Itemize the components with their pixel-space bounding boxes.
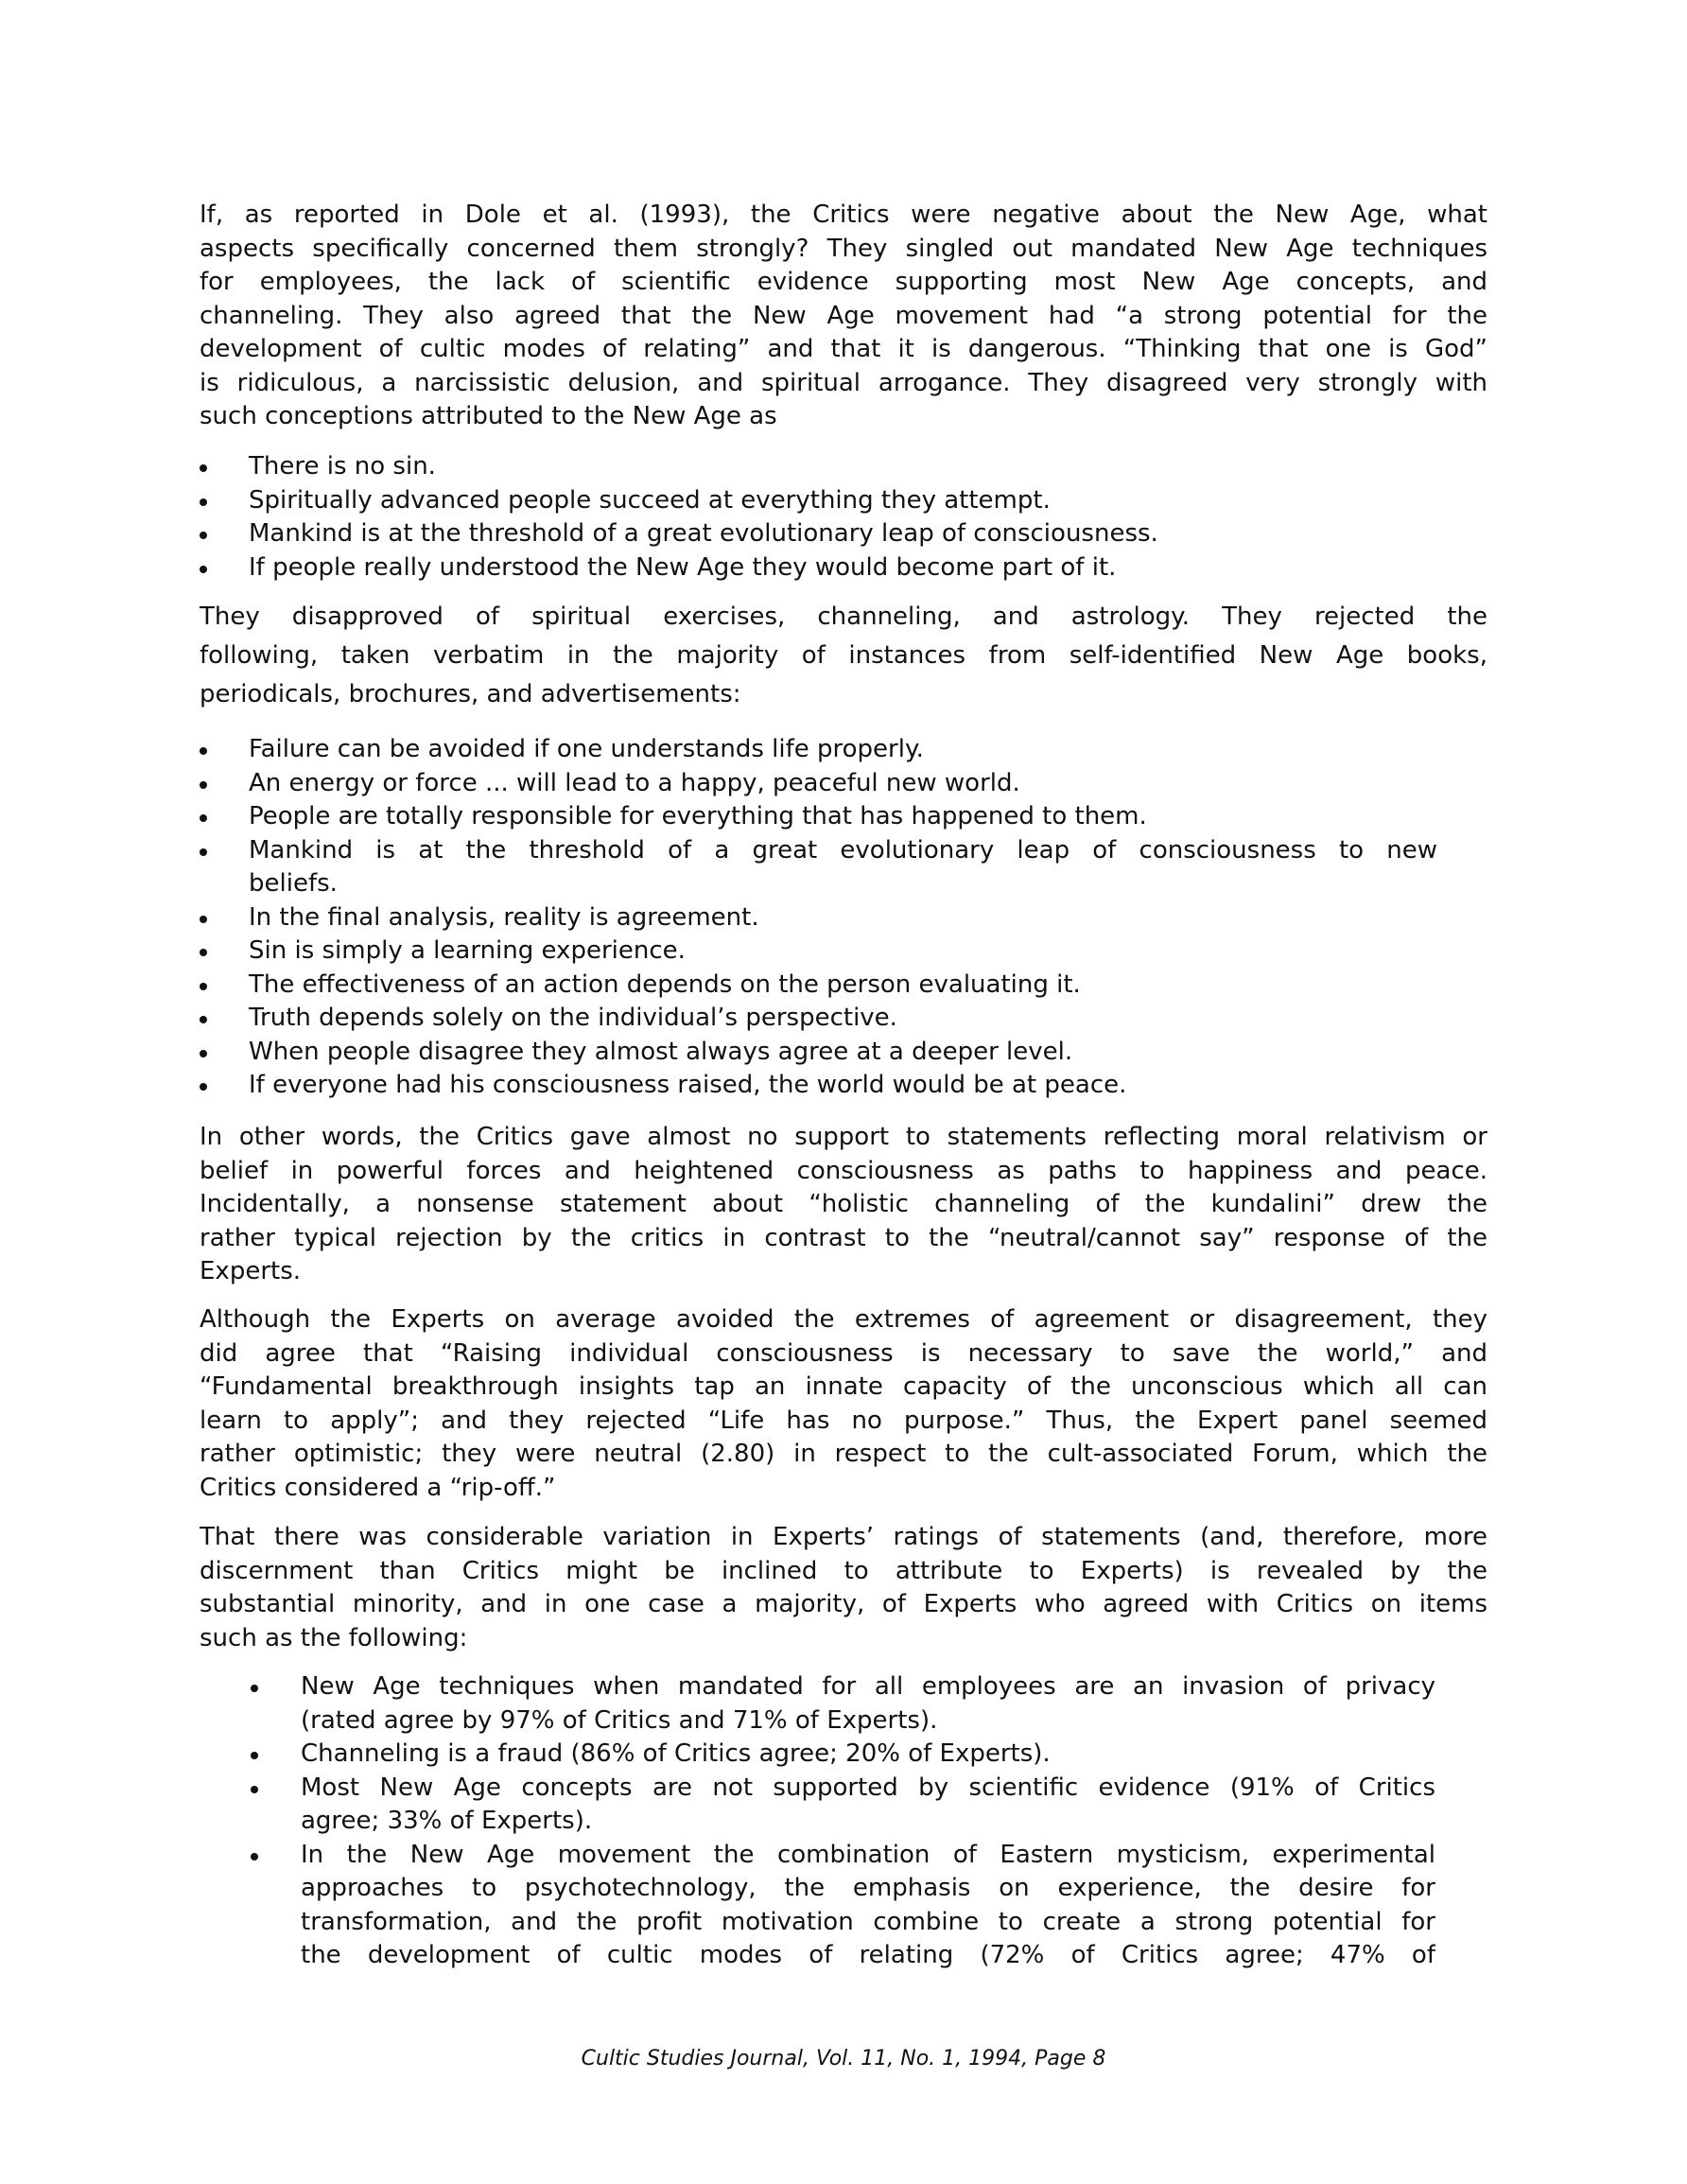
list-item-text: beliefs. (249, 869, 338, 898)
paragraph-line: If, as reported in Dole et al. (1993), the Critics were negative about the New Age, what (200, 201, 1487, 229)
paragraph-line: for employees, the lack of scientific evidence supporting most New Age concepts, and (200, 268, 1487, 296)
paragraph-line: such as the following: (200, 1623, 468, 1652)
paragraph-line: following, taken verbatim in the majority of instances from self-identified New Age books, (200, 641, 1487, 670)
list-item-text: There is no sin. (249, 452, 436, 480)
bullet-icon (200, 949, 207, 956)
paragraph-line: learn to apply”; and they rejected “Life has no purpose.” Thus, the Expert panel seemed (200, 1406, 1487, 1435)
list-item-text: The effectiveness of an action depends on the person evaluating it. (249, 970, 1081, 999)
paragraph-line: substantial minority, and in one case a majority, of Experts who agreed with Critics on items (200, 1590, 1487, 1618)
list-item-text: An energy or force ... will lead to a happy, peaceful new world. (249, 768, 1020, 797)
paragraph-line: periodicals, brochures, and advertisements: (200, 680, 741, 708)
bullet-icon (200, 1083, 207, 1091)
paragraph-line: Experts. (200, 1257, 302, 1285)
bullet-icon (200, 566, 207, 573)
list-item-text: the development of cultic modes of relating (72% of Critics agree; 47% of (301, 1941, 1435, 1969)
list-item-text: Most New Age concepts are not supported by scientific evidence (91% of Critics (301, 1773, 1435, 1802)
list-item-text: In the New Age movement the combination of Eastern mysticism, experimental (301, 1840, 1435, 1869)
bullet-icon (200, 781, 207, 789)
list-item-text: When people disagree they almost always agree at a deeper level. (249, 1037, 1073, 1066)
list-item-text: (rated agree by 97% of Critics and 71% of Experts). (301, 1705, 938, 1735)
bullet-icon (200, 532, 207, 539)
list-item-text: Sin is simply a learning experience. (249, 936, 686, 965)
list-item-text: agree; 33% of Experts). (301, 1807, 593, 1835)
bullet-icon (251, 1685, 258, 1692)
bullet-icon (251, 1853, 258, 1861)
list-item-text: In the final analysis, reality is agreement. (249, 902, 759, 932)
paragraph-line: In other words, the Critics gave almost no support to statements reflecting moral relativism or (200, 1123, 1487, 1151)
list-item-text: approaches to psychotechnology, the emphasis on experience, the desire for (301, 1874, 1435, 1902)
list-item-text: transformation, and the profit motivation combine to create a strong potential for (301, 1907, 1435, 1936)
paragraph-line: Critics considered a “rip-off.” (200, 1473, 556, 1502)
list-item-text: Spiritually advanced people succeed at everything they attempt. (249, 485, 1051, 515)
list-item-text: Failure can be avoided if one understands life properly. (249, 735, 924, 763)
paragraph-line: discernment than Critics might be inclined to attribute to Experts) is revealed by the (200, 1556, 1487, 1585)
bullet-icon (200, 983, 207, 990)
paragraph-line: such conceptions attributed to the New Age as (200, 402, 777, 430)
bullet-icon (200, 1016, 207, 1023)
paragraph-line: belief in powerful forces and heightened consciousness as paths to happiness and peace. (200, 1156, 1487, 1185)
list-item-text: Mankind is at the threshold of a great evolutionary leap of consciousness to new (249, 835, 1437, 865)
bullet-icon (200, 498, 207, 506)
paragraph-line: did agree that “Raising individual consciousness is necessary to save the world,” and (200, 1338, 1487, 1368)
list-item-text: If everyone had his consciousness raised, the world would be at peace. (249, 1071, 1127, 1099)
list-item-text: Truth depends solely on the individual’s perspective. (249, 1004, 897, 1032)
bullet-icon (200, 848, 207, 856)
bullet-icon (200, 916, 207, 923)
paragraph-line: aspects specifically concerned them strongly? They singled out mandated New Age techniques (200, 234, 1487, 263)
bullet-icon (200, 814, 207, 822)
paragraph-line: rather optimistic; they were neutral (2.80) in respect to the cult-associated Forum, which the (200, 1440, 1487, 1468)
paragraph-line: That there was considerable variation in Experts’ ratings of statements (and, therefore, more (200, 1523, 1487, 1551)
list-item-text: New Age techniques when mandated for all employees are an invasion of privacy (301, 1672, 1435, 1701)
list-item-text: Channeling is a fraud (86% of Critics agree; 20% of Experts). (301, 1739, 1051, 1768)
page-footer: Cultic Studies Journal, Vol. 11, No. 1, 1994, Page 8 (581, 2047, 1106, 2070)
bullet-icon (251, 1786, 258, 1793)
list-item-text: People are totally responsible for everything that has happened to them. (249, 802, 1147, 830)
paragraph-line: development of cultic modes of relating” and that it is dangerous. “Thinking that one is God” (200, 335, 1487, 363)
list-item-text: If people really understood the New Age they would become part of it. (249, 552, 1117, 582)
bullet-icon (200, 747, 207, 755)
list-item-text: Mankind is at the threshold of a great evolutionary leap of consciousness. (249, 519, 1158, 548)
paragraph-line: rather typical rejection by the critics in contrast to the “neutral/cannot say” response of the (200, 1223, 1487, 1252)
bullet-icon (200, 1050, 207, 1057)
bullet-icon (251, 1752, 258, 1759)
paragraph-line: They disapproved of spiritual exercises, channeling, and astrology. They rejected the (200, 603, 1487, 631)
paragraph-line: is ridiculous, a narcissistic delusion, and spiritual arrogance. They disagreed very strongly with (200, 368, 1487, 397)
paragraph-line: channeling. They also agreed that the New Age movement had “a strong potential for the (200, 301, 1487, 330)
bullet-icon (200, 464, 207, 472)
paragraph-line: Although the Experts on average avoided the extremes of agreement or disagreement, they (200, 1305, 1487, 1334)
paragraph-line: Incidentally, a nonsense statement about “holistic channeling of the kundalini” drew the (200, 1190, 1487, 1218)
paragraph-line: “Fundamental breakthrough insights tap an innate capacity of the unconscious which all can (200, 1372, 1487, 1401)
